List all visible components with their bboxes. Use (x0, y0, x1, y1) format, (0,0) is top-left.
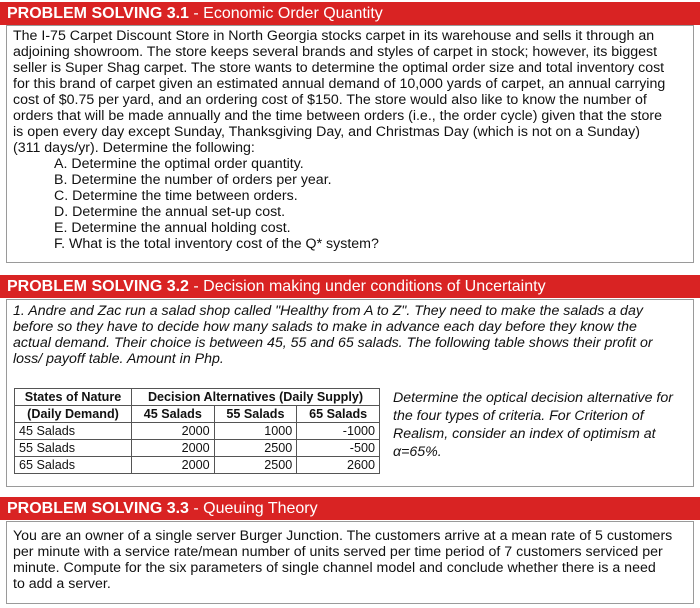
list-item: A. Determine the optimal order quantity. (54, 156, 304, 172)
text-line: minute. Compute for the six parameters of single channel model and conclude whether there is a need (13, 560, 656, 576)
problem-3-1-title: PROBLEM SOLVING 3.1 (7, 5, 189, 22)
text-line: Realism, consider an index of optimism at (393, 426, 656, 442)
problem-3-3-body (6, 521, 694, 604)
table-cell: 1000 (214, 423, 297, 440)
text-line: seller is Super Shag carpet. The store wants to determine the optimal order size and total inventory cost (13, 60, 665, 76)
text-line: is open every day except Sunday, Thanksgiving Day, and Christmas Day (which is not on a Sunday) (13, 124, 640, 140)
column-header: 45 Salads (132, 406, 215, 423)
problem-3-1-subtitle: - Economic Order Quantity (188, 5, 383, 22)
text-line: 1. Andre and Zac run a salad shop called "Healthy from A to Z". They need to make the salads a day (13, 303, 643, 319)
table-header-row (15, 389, 380, 406)
text-line: loss/ payoff table. Amount in Php. (13, 351, 224, 367)
table-row (15, 457, 380, 474)
payoff-table (14, 388, 380, 474)
column-header: 65 Salads (297, 406, 380, 423)
column-header: 55 Salads (214, 406, 297, 423)
row-label: 55 Salads (15, 440, 132, 457)
row-label: 65 Salads (15, 457, 132, 474)
text-line: per minute with a service rate/mean number of units served per time period of 7 customers serviced per (13, 544, 663, 560)
list-item: C. Determine the time between orders. (54, 188, 298, 204)
decision-alternatives-header: Decision Alternatives (Daily Supply) (132, 389, 380, 406)
text-line: the four types of criteria. For Criterion of (393, 408, 644, 424)
problem-3-1-body (6, 25, 694, 263)
list-item: B. Determine the number of orders per year. (54, 172, 332, 188)
table-cell: -1000 (297, 423, 380, 440)
list-item: E. Determine the annual holding cost. (54, 220, 291, 236)
text-line: (311 days/yr). Determine the following: (13, 140, 255, 156)
text-line: adjoining showroom. The store keeps several brands and styles of carpet in stock; however, its biggest (13, 44, 658, 60)
text-line: The I-75 Carpet Discount Store in North Georgia stocks carpet in its warehouse and sells it through an (13, 28, 655, 44)
text-line: α=65%. (393, 444, 442, 460)
text-line: Determine the optical decision alternative for (393, 390, 673, 406)
problem-3-1-header (0, 2, 700, 25)
problem-3-3-title: PROBLEM SOLVING 3.3 (7, 500, 189, 517)
text-line: cost of $0.75 per yard, and an ordering cost of $150. The store would also like to know the number of (13, 92, 647, 108)
table-row (15, 440, 380, 457)
problem-3-2-subtitle: - Decision making under conditions of Uncertainty (188, 278, 546, 295)
states-header-2: (Daily Demand) (15, 406, 132, 423)
text-line: orders that will be made annually and the time between orders (i.e., the order cycle) given that the store (13, 108, 663, 124)
table-header-row (15, 406, 380, 423)
text-line: to add a server. (13, 576, 111, 592)
problem-3-1-paragraph (13, 28, 687, 156)
table-cell: 2000 (132, 423, 215, 440)
problem-3-3-subtitle: - Queuing Theory (188, 500, 318, 517)
text-line: You are an owner of a single server Burger Junction. The customers arrive at a mean rate of 5 customers (13, 528, 673, 544)
list-item: F. What is the total inventory cost of the Q* system? (54, 236, 379, 252)
table-cell: 2000 (132, 457, 215, 474)
table-cell: 2500 (214, 457, 297, 474)
states-header-1: States of Nature (15, 389, 132, 406)
table-cell: 2600 (297, 457, 380, 474)
problem-3-3-header (0, 497, 700, 520)
row-label: 45 Salads (15, 423, 132, 440)
problem-3-2-title: PROBLEM SOLVING 3.2 (7, 278, 189, 295)
text-line: for this brand of carpet given an estimated annual demand of 10,000 yards of carpet, an annual carrying (13, 76, 666, 92)
table-cell: 2000 (132, 440, 215, 457)
problem-3-2-instructions (393, 389, 689, 461)
table-cell: 2500 (214, 440, 297, 457)
table-cell: -500 (297, 440, 380, 457)
text-line: actual demand. Their choice is between 45, 55 and 65 salads. The following table shows their profit or (13, 335, 653, 351)
table-row (15, 423, 380, 440)
list-item: D. Determine the annual set-up cost. (54, 204, 286, 220)
problem-3-2-header (0, 275, 700, 298)
text-line: before so they have to decide how many salads to make in advance each day before they know the (13, 319, 637, 335)
problem-3-1-task-list (13, 156, 687, 252)
